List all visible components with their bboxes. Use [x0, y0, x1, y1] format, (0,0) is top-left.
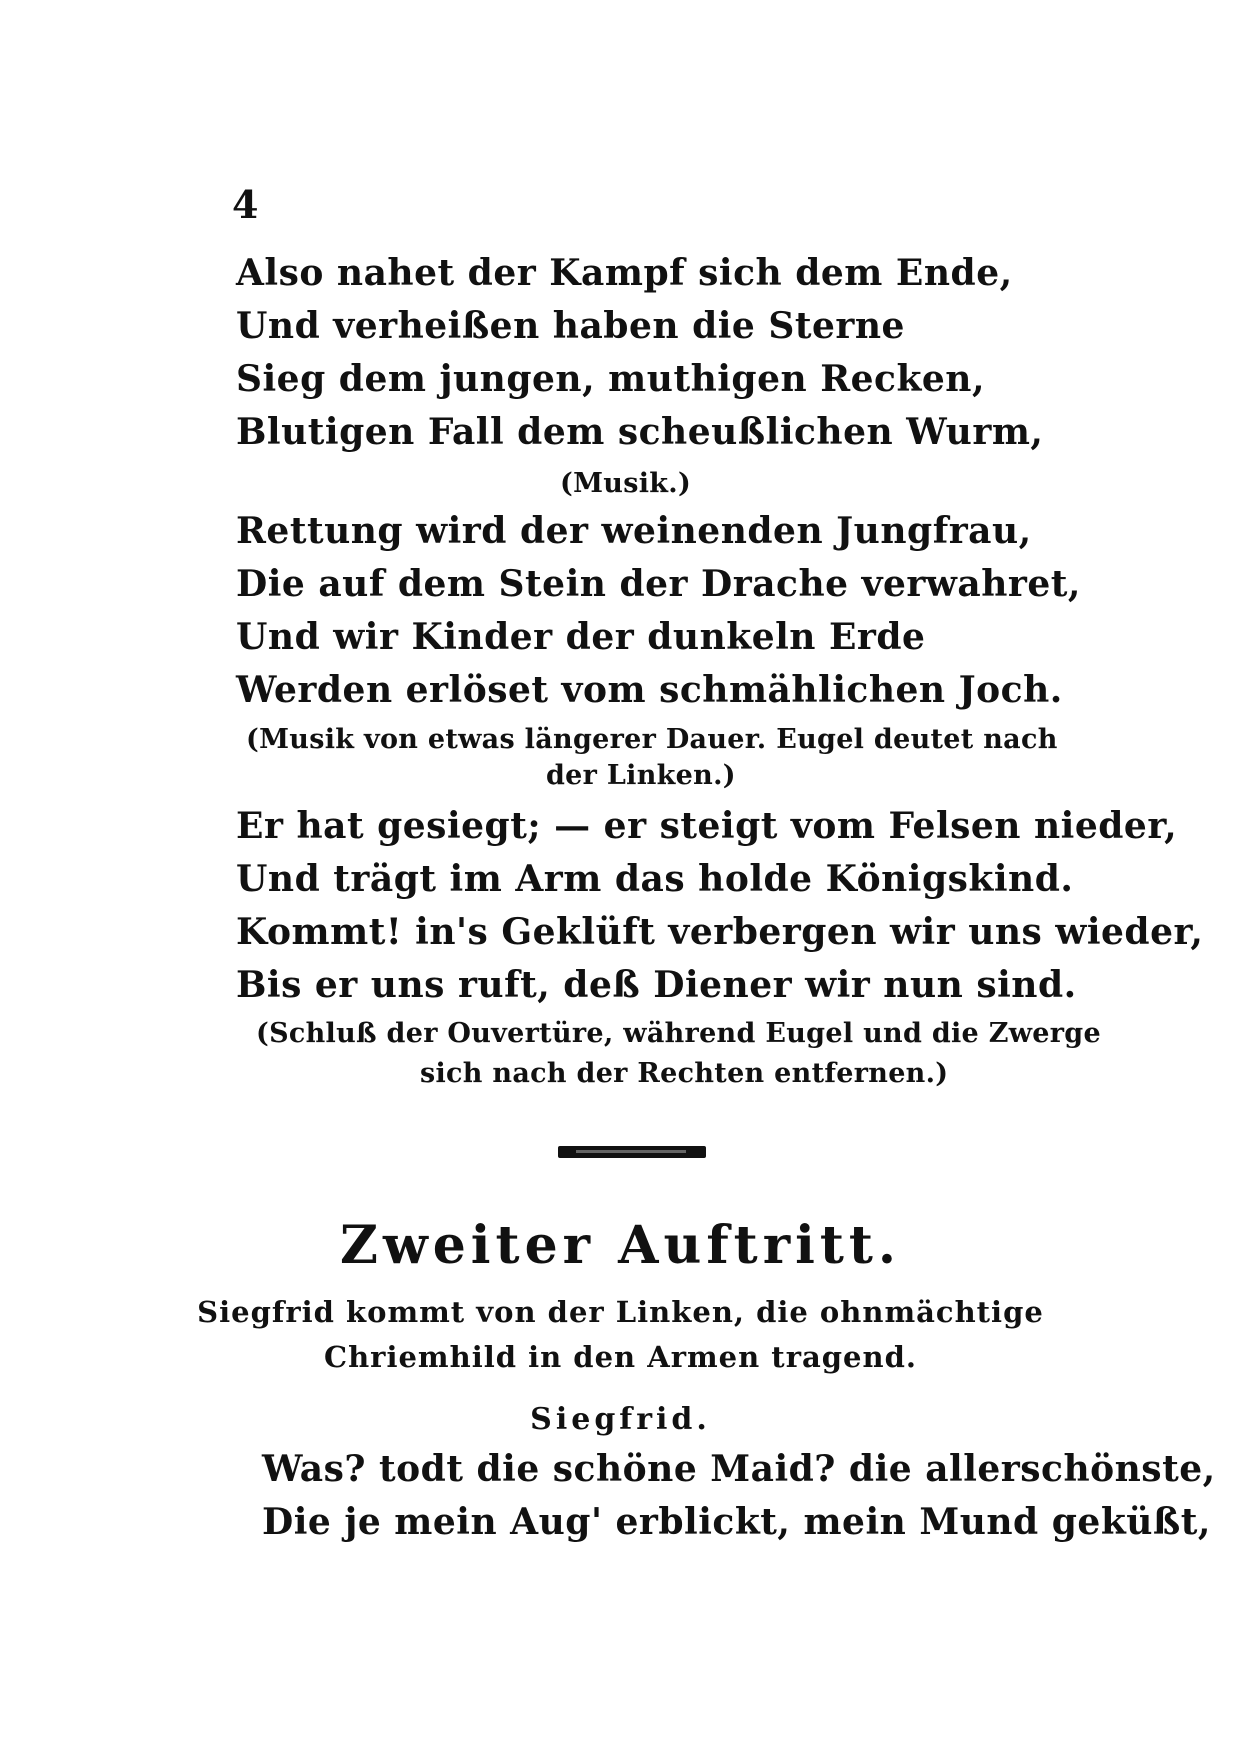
- scene-description: Siegfrid kommt von der Linken, die ohnmächtige: [197, 1295, 1044, 1329]
- verse-line: Blutigen Fall dem scheußlichen Wurm,: [236, 411, 1044, 453]
- stage-direction: (Musik.): [560, 468, 692, 499]
- scene-title: Zweiter Auftritt.: [340, 1215, 901, 1276]
- stage-direction: sich nach der Rechten entfernen.): [420, 1058, 949, 1089]
- scene-description: Chriemhild in den Armen tragend.: [324, 1340, 917, 1374]
- verse-line: Was? todt die schöne Maid? die allerschönste,: [262, 1448, 1216, 1490]
- stage-direction: (Musik von etwas längerer Dauer. Eugel deutet nach: [246, 724, 1058, 755]
- verse-line: Bis er uns ruft, deß Diener wir nun sind.: [236, 964, 1077, 1006]
- verse-line: Er hat gesiegt; — er steigt vom Felsen nieder,: [236, 805, 1178, 847]
- stage-direction: (Schluß der Ouvertüre, während Eugel und die Zwerge: [256, 1018, 1101, 1049]
- speaker-name: Siegfrid.: [530, 1402, 711, 1437]
- section-divider: [558, 1146, 706, 1158]
- verse-line: Die je mein Aug' erblickt, mein Mund geküßt,: [262, 1501, 1211, 1543]
- verse-line: Sieg dem jungen, muthigen Recken,: [236, 358, 985, 400]
- verse-line: Also nahet der Kampf sich dem Ende,: [236, 252, 1013, 294]
- verse-line: Kommt! in's Geklüft verbergen wir uns wieder,: [236, 911, 1204, 953]
- stage-direction: der Linken.): [546, 760, 736, 791]
- verse-line: Die auf dem Stein der Drache verwahret,: [236, 563, 1081, 605]
- page-number: 4: [232, 182, 259, 227]
- verse-line: Rettung wird der weinenden Jungfrau,: [236, 510, 1032, 552]
- verse-line: Und wir Kinder der dunkeln Erde: [236, 616, 926, 658]
- verse-line: Und trägt im Arm das holde Königskind.: [236, 858, 1074, 900]
- verse-line: Werden erlöset vom schmählichen Joch.: [236, 669, 1063, 711]
- verse-line: Und verheißen haben die Sterne: [236, 305, 905, 347]
